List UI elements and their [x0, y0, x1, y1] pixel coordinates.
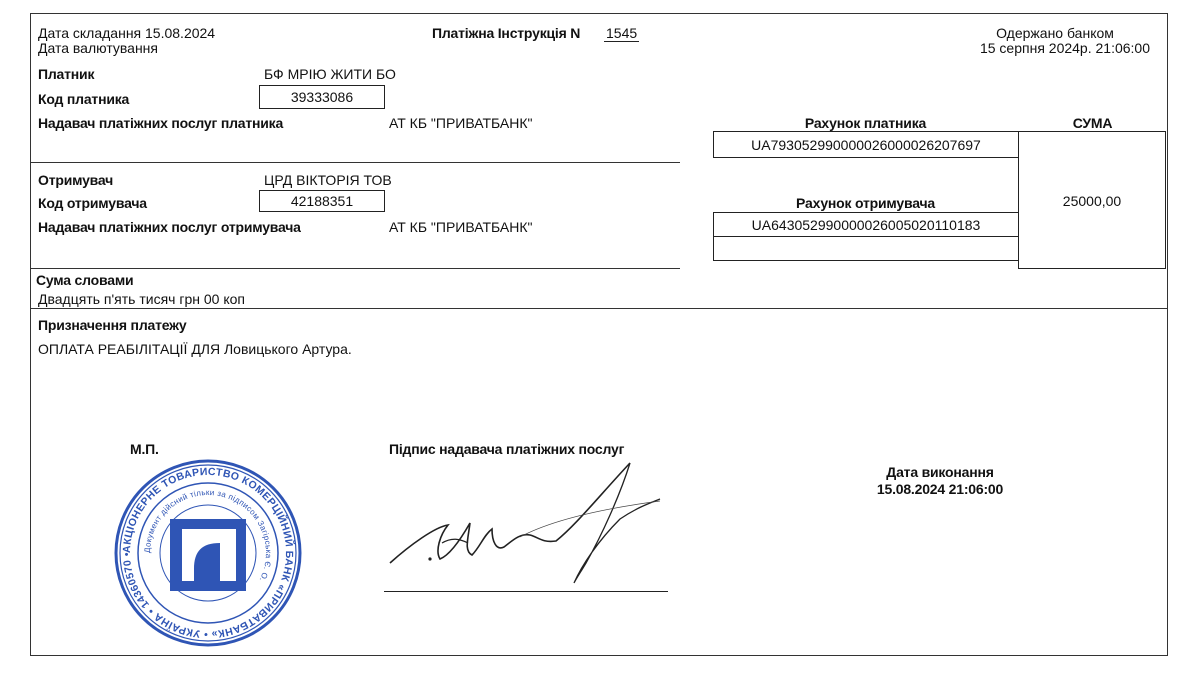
recipient-provider-label: Надавач платіжних послуг отримувача: [38, 219, 301, 235]
recipient-code-label: Код отримувача: [38, 195, 147, 211]
execution-label: Дата виконання: [886, 464, 994, 480]
date-value: Дата валютування: [38, 40, 158, 56]
stamp-label: М.П.: [130, 441, 159, 457]
payer-label: Платник: [38, 66, 95, 82]
received-datetime: 15 серпня 2024р. 21:06:00: [979, 40, 1150, 56]
amount-words: Двадцять п'ять тисяч грн 00 коп: [38, 291, 245, 307]
instruction-label: Платіжна Інструкція N: [432, 25, 581, 41]
payer-code: 39333086: [259, 85, 385, 109]
payer-provider-label: Надавач платіжних послуг платника: [38, 115, 284, 131]
payer-divider: [31, 162, 680, 163]
recipient-name: ЦРД ВІКТОРІЯ ТОВ: [264, 172, 392, 188]
purpose-label: Призначення платежу: [38, 317, 187, 333]
signature-label: Підпис надавача платіжних послуг: [389, 441, 625, 457]
recipient-account: UA643052990000026005020110183: [713, 212, 1019, 237]
execution-datetime: 15.08.2024 21:06:00: [876, 481, 1004, 497]
recipient-code: 42188351: [259, 190, 385, 212]
recipient-provider: АТ КБ "ПРИВАТБАНК": [389, 219, 533, 235]
payer-account: UA793052990000026000026207697: [713, 131, 1019, 158]
amount-value: 25000,00: [1018, 131, 1166, 269]
payer-account-label: Рахунок платника: [804, 115, 927, 131]
amount-label: СУМА: [1072, 115, 1113, 131]
date-created: Дата складання 15.08.2024: [38, 25, 216, 41]
payer-code-label: Код платника: [38, 91, 130, 107]
signature-scribble: [380, 455, 670, 595]
recipient-account-label: Рахунок отримувача: [796, 195, 935, 211]
payer-name: БФ МРІЮ ЖИТИ БО: [264, 66, 396, 82]
recipient-divider: [31, 268, 680, 269]
signature-line: [384, 591, 668, 592]
amount-words-label: Сума словами: [36, 272, 134, 288]
purpose-text: ОПЛАТА РЕАБІЛІТАЦІЇ ДЛЯ Ловицького Артура.: [38, 341, 352, 357]
recipient-label: Отримувач: [38, 172, 114, 188]
recipient-account-extra: [713, 236, 1019, 261]
stamp-inner-text: Документ дійсний тільки за підписом Загірська Є. О.: [142, 487, 274, 584]
instruction-number: 1545: [606, 25, 638, 41]
bank-stamp: [112, 457, 304, 649]
received-label: Одержано банком: [996, 25, 1114, 41]
stamp-ring-text: АКЦІОНЕРНЕ ТОВАРИСТВО КОМЕРЦІЙНИЙ БАНК «ПРИВАТБАНК» • УКРАЇНА • 14360570 •: [120, 465, 296, 641]
words-divider: [31, 308, 1168, 309]
payer-provider: АТ КБ "ПРИВАТБАНК": [389, 115, 533, 131]
